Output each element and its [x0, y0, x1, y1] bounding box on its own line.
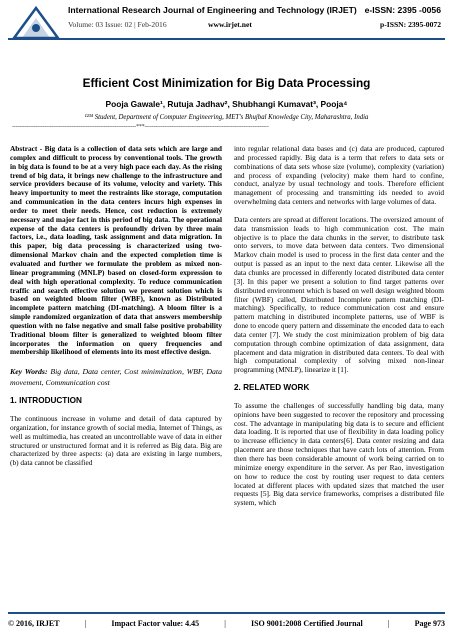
footer-divider: | [387, 619, 390, 628]
abstract-label: Abstract - [10, 144, 43, 153]
page-footer [8, 619, 445, 633]
website-link[interactable]: www.irjet.net [208, 20, 252, 29]
footer-divider: | [224, 619, 226, 628]
volume-issue: Volume: 03 Issue: 02 | Feb-2016 [68, 20, 167, 29]
keywords-label: Key Words: [10, 367, 48, 377]
section-separator: ---------------------------------------------------------------------***--------------------------------------------------------------------- [12, 124, 269, 130]
journal-name: International Research Journal of Engineering and Technology (IRJET) [68, 5, 357, 15]
related-work-paragraph: To assume the challenges of successfully handling big data, many opinions have been suggested to recover the repository and processing cost. The advantage in manipulating big data is to secure and efficient data loading. It is reported that use of flexibility in data loading policy to increase efficiency in data centers[6]. Data center resizing and data placement are those techniques that have catch lots of attention. From then there has been considerable amount of work being carried on to minimize energy expenditure in the server. As per Rao, investigation on how to reduce the cost by routing user request to data centers located at different places with updated sizes that matched the user requests [5]. Big data service frameworks, comprises a distributed file system, which [234, 400, 444, 508]
introduction-paragraph: The continuous increase in volume and detail of data captured by organization, for instance growth of social media, Internet of Things, as well as multimedia, has created an uncontrollable wave of data in either structured or unstructured format and it is referred as Big data. Big are characterized by three aspects: (a) data are existing in large numbers, (b) data cannot be classified [10, 414, 222, 468]
author-list: Pooja Gawale¹, Rutuja Jadhav², Shubhangi Kumavat³, Pooja⁴ [105, 99, 348, 109]
introduction-continued: into regular relational data bases and (c) data are produced, captured and processed rapidly. Big data is a term that refers to data sets or combinations of data sets whose size (volume), complexity (variation) and process of expanding (velocity) make them hard to confine, conduct, analyze by usual technology and tools. Therefore efficient management of processing and transmitting ids needed to avoid overwhelming data centers and networks with large volumes of data. [234, 144, 444, 207]
left-column [10, 145, 222, 477]
footer-page-number: Page 973 [414, 619, 445, 628]
eissn: e-ISSN: 2395 -0056 [364, 5, 441, 15]
abstract-text: Big data is a collection of data sets which are large and complex and difficult to process by conventional tools. The growth in big data is found to be at a very high pace each day. As the rising trend of big data, it brings new challenge to the infrastructure and service providers because of its volume, velocity and variety. This heavy importunity to meet the restraints like storage, computation and communication in the data centers incurs high expenses in order to meet their needs. Hence, cost reduction is extremely necessary and major fact in this period of big data. The operational expense of the data centers is profoundly driven by three main factors, i.e., data loading, task assignment and data migration. In this paper, big data processing is characterized using two-dimensional Markov chain and the expected completion time is evaluated and further we formulate the problem as mixed non-linear programming (MNLP) based on closed-form expression to deal with high operational complexity. To reduce communication traffic and search effective solution we present solution which is based on weighted bloom filter (WBF), known as Distributed incomplete pattern matching (DI-matching). A bloom filter is a simple randomized organization of data that answers membership question with no false negative and small false positive probability Traditional bloom filter is generalized to weighted bloom filter incorporates the information on query frequencies and membership likelihood of elements into its most effective design. [10, 144, 223, 357]
data-centers-paragraph: Data centers are spread at different locations. The oversized amount of data transmission leads to high communication cost. The main objective is to place the data chunks in the server, to distribute task onto servers, to move data between data centers. Two dimensional Markov chain model is used to process in the first data center and the output is passed as an input to the next data center. Likewise all the data chunks are processed in differently located distributed data center [3]. In this paper we present a solution to find target patterns over distributed environment which is based on well design weighted bloom filter (WBF) called, Distributed Incomplete pattern matching (DI-matching). Specifically, to reduce communication cost and ensure pattern matching in distributed incomplete patterns, use of WBF is done to encode query pattern and disseminate the encoded data to each data center [7]. We study the cost minimization problem of big data computation through combine optimization of data assignment, data placement and data migration in distributed data centers. To deal with high computational complexity of solving mixed non-linear programming (MNLP), linearize it [1]. [234, 214, 444, 375]
paper-title: Efficient Cost Minimization for Big Data Processing [82, 76, 371, 90]
abstract [10, 145, 222, 357]
footer-impact-factor: Impact Factor value: 4.45 [111, 619, 200, 628]
journal-header [0, 0, 453, 46]
pissn: p-ISSN: 2395-0072 [380, 20, 441, 29]
right-column [234, 145, 444, 517]
related-work-heading: 2. RELATED WORK [234, 383, 310, 393]
keywords [10, 366, 222, 388]
footer-divider: | [84, 619, 87, 628]
header-rule [8, 38, 445, 40]
footer-copyright: © 2016, IRJET [8, 619, 60, 628]
footer-rule [8, 612, 445, 614]
introduction-heading: 1. INTRODUCTION [10, 396, 82, 406]
keywords-text: Big data, Data center, Cost minimization, WBF, Data movement, Communication cost [10, 367, 222, 388]
affiliation: ¹²³⁴ Student, Department of Computer Engineering, MET's Bhujbal Knowledge City, Maharashtra, India [84, 114, 369, 121]
footer-iso: ISO 9001:2008 Certified Journal [250, 619, 363, 628]
